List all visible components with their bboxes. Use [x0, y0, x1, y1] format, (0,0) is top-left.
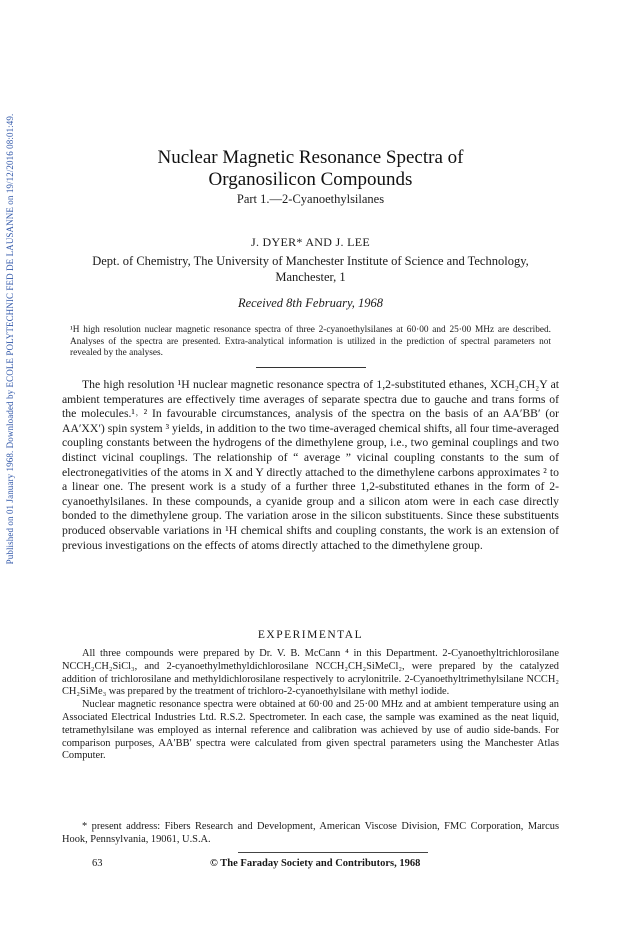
- page-number: 63: [92, 858, 103, 869]
- section-heading: EXPERIMENTAL: [257, 629, 364, 641]
- paper-title: [62, 147, 559, 191]
- footnote: [62, 821, 559, 847]
- intro-paragraph: The high resolution ¹H nuclear magnetic resonance spectra of 1,2-substituted ethanes, XCH₂CH₂Y at ambient temperatures are effectively time averages of separate spectra due to gauche and trans forms of the molecules.¹˒ ² In favourable circumstances, analysis of the spectra on the basis of an AA′BB′ (or AA′XX′) spin system ³ yields, in addition to the two time-averaged chemical shifts, all four time-averaged coupling constants between the hydrogens of the dimethylene group, i.e., two geminal couplings and two distinct vicinal couplings. The relationship of “ average ” vicinal coupling constants to the sum of electronegativities of the atoms in X and Y directly attached to the dimethylene carbons approximates ² to a linear one. The present work is a study of a further three 1,2-substituted ethanes in the form of 2-cyanoethylsilanes. In these compounds, a cyanide group and a silicon atom were in each case directly bonded to the dimethylene group. The variation arose in the silicon substituents. Since these substituents produced observable variations in ¹H chemical shifts and coupling constants, the work is an extension of previous investigations on the effects of atoms directly attached to the dimethylene group.: [62, 378, 559, 552]
- experimental-section: [62, 648, 559, 763]
- experimental-paragraph-1: All three compounds were prepared by Dr. V. B. McCann ⁴ in this Department. 2-Cyanoethyltrichlorosilane NCCH₂CH₂SiCl₃, and 2-cyanoethylmethyldichlorosilane NCCH₂CH₂SiMeCl₂, were prepared by the catalyzed addition of trichlorosilane and methyldichlorosilane respectively to acrylonitrile. 2-Cyanoethyltrimethylsilane NCCH₂ CH₂SiMe₃ was prepared by the treatment of trichloro-2-cyanoethylsilane with methyl iodide.: [62, 648, 559, 698]
- title-line-1: Nuclear Magnetic Resonance Spectra of: [157, 147, 464, 168]
- download-stamp-text: Published on 01 January 1968. Downloaded by ECOLE POLYTECHNIC FED DE LAUSANNE on 19/12/2016 08:01:49.: [5, 113, 15, 565]
- footnote-text: * present address: Fibers Research and Development, American Viscose Division, FMC Corporation, Marcus Hook, Pennsylvania, 19061, U.S.A.: [62, 821, 559, 845]
- title-line-2: Organosilicon Compounds: [208, 169, 413, 190]
- affiliation-line-2: Manchester, 1: [275, 270, 346, 284]
- paper-authors: J. DYER* AND J. LEE: [250, 235, 371, 249]
- experimental-paragraph-2: Nuclear magnetic resonance spectra were obtained at 60·00 and 25·00 MHz and at ambient temperature using an Associated Electrical Industries Ltd. R.S.2. Spectrometer. In each case, the sample was examined as the neat liquid, tetramethylsilane was employed as internal reference and calibration was achieved by use of audio side-bands. For comparison purposes, AA′BB′ spectra were calculated from given spectral parameters using the Manchester Atlas Computer.: [62, 699, 559, 762]
- abstract: ¹H high resolution nuclear magnetic resonance spectra of three 2-cyanoethylsilanes at 60·00 and 25·00 MHz are described. Analyses of the spectra are presented. Extra-analytical information is utilized in the prediction of spectral parameters not revealed by the analyses.: [70, 325, 551, 358]
- footer-divider: [238, 852, 428, 853]
- copyright-notice: © The Faraday Society and Contributors, 1968: [210, 858, 421, 869]
- affiliation-line-1: Dept. of Chemistry, The University of Manchester Institute of Science and Technology,: [92, 254, 529, 268]
- page-footer: [62, 858, 559, 874]
- introduction: [62, 378, 559, 553]
- received-date: Received 8th February, 1968: [237, 296, 384, 310]
- paper-page: [62, 0, 559, 947]
- abstract-divider: [256, 367, 366, 368]
- download-stamp-sidebar: [4, 84, 16, 594]
- paper-affiliation: [62, 253, 559, 285]
- paper-subtitle: Part 1.—2-Cyanoethylsilanes: [236, 192, 385, 206]
